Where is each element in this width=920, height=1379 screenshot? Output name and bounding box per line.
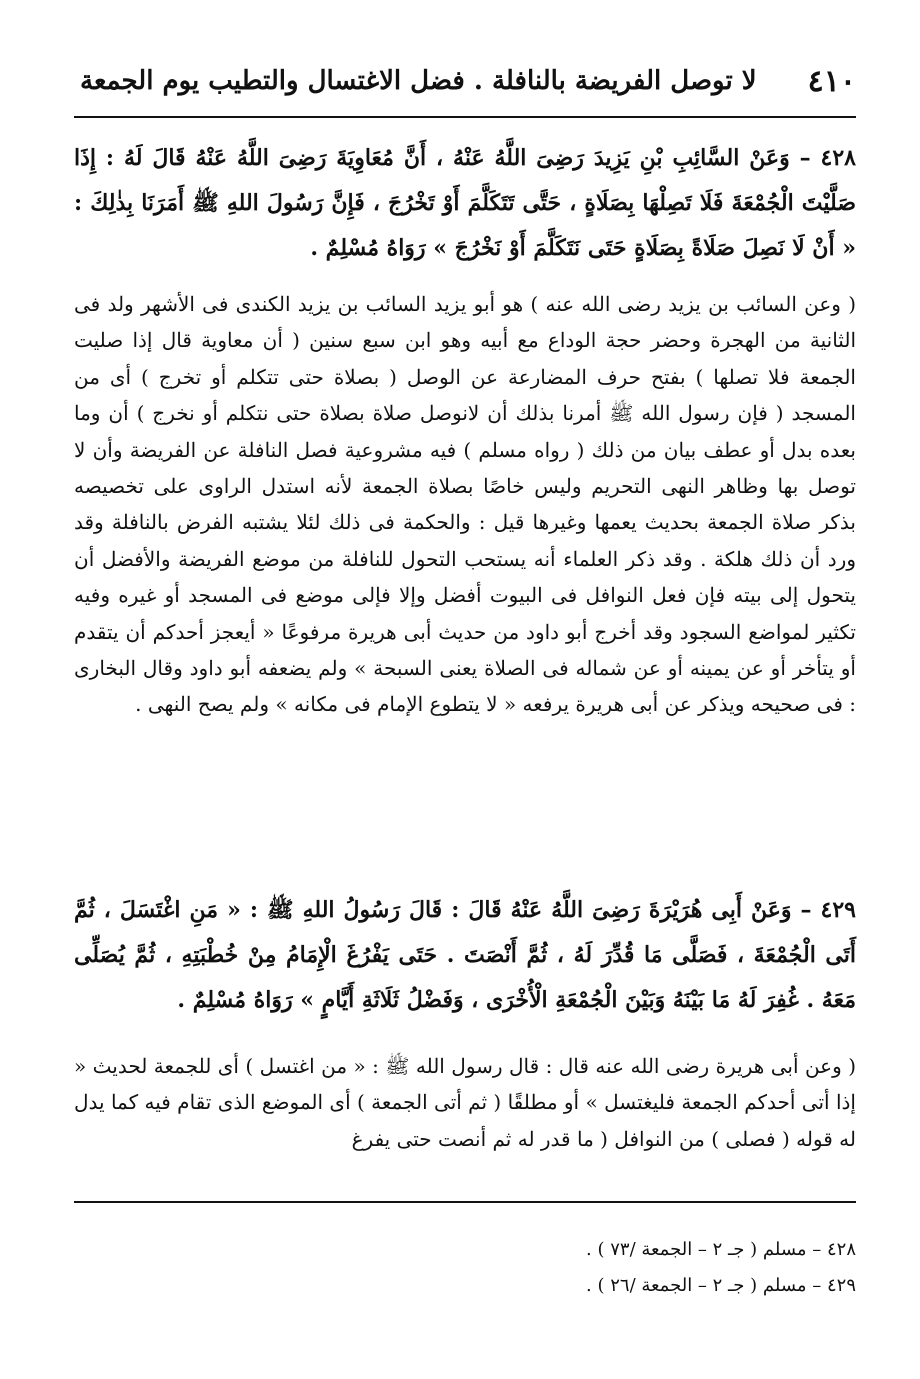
hadith-429-text: ٤٢٩ – وَعَنْ أَبِى هُرَيْرَةَ رَضِىَ اللَّهُ عَنْهُ قَالَ : قَالَ رَسُولُ اللهِ ﷺ : « مَنِ اغْتَسَلَ ، ثُمَّ أَتَى الْجُمْعَةَ ، فَصَلَّى مَا قُدِّرَ لَهُ ، ثُمَّ أَنْصَتَ . حَتَى يَفْرُغَ الْإِمَامُ مِنْ خُطْبَتِهِ ، ثُمَّ يُصَلِّى مَعَهُ . غُفِرَ لَهُ مَا بَيْنَهُ وَبَيْنَ الْجُمْعَةِ الْأُخْرَى ، وَفَضْلُ ثَلَاثَةِ أَيَّامٍ » رَوَاهُ مُسْلِمٌ . xyxy=(74,897,856,1013)
page-number: ٤١٠ xyxy=(807,63,856,99)
footnote-428: ٤٢٨ – مسلم ( جـ ٢ – الجمعة /٧٣ ) . xyxy=(586,1239,856,1260)
commentary-429-text: ( وعن أبى هريرة رضى الله عنه قال : قال رسول الله ﷺ : « من اغتسل ) أى للجمعة لحديث « إذا أتى أحدكم الجمعة فليغتسل » أو مطلقًا ( ثم أتى الجمعة ) أى الموضع الذى تقام فيه كما يدل له قوله ( فصلى ) من النوافل ( ما قدر له ثم أنصت حتى يفرغ xyxy=(74,1054,856,1151)
footnote-divider xyxy=(74,1201,856,1203)
hadith-428-text: ٤٢٨ – وَعَنْ السَّائِبِ بْنِ يَزِيدَ رَضِىَ اللَّهُ عَنْهُ ، أَنَّ مُعَاوِيَةَ رَضِىَ اللَّهُ عَنْهُ قَالَ لَهُ : إِذَا صَلَّيْتَ الْجُمْعَةَ فَلَا تَصِلْهَا بِصَلَاةٍ ، حَتَّى تَتَكَلَّمَ أَوْ تَخْرُجَ ، فَإِنَّ رَسُولَ اللهِ ﷺ أَمَرَنَا بِذٰلِكَ : « أَنْ لَا نَصِلَ صَلَاةً بِصَلَاةٍ حَتَى نَتَكَلَّمَ أَوْ نَخْرُجَ » رَوَاهُ مُسْلِمٌ . xyxy=(74,145,856,261)
footnotes xyxy=(586,1232,856,1304)
running-title: لا توصل الفريضة بالنافلة . فضل الاغتسال والتطيب يوم الجمعة xyxy=(80,66,757,96)
page-header xyxy=(80,58,856,104)
header-divider xyxy=(74,116,856,118)
commentary-428-text: ( وعن السائب بن يزيد رضى الله عنه ) هو أبو يزيد السائب بن يزيد الكندى فى الأشهر ولد فى الثانية من الهجرة وحضر حجة الوداع مع أبيه وهو ابن سبع سنين ( أن معاوية قال إذا صليت الجمعة فلا تصلها ) بفتح حرف المضارعة عن الوصل ( بصلاة حتى تتكلم أو تخرج ) أى من المسجد ( فإن رسول الله ﷺ أمرنا بذلك أن لانوصل صلاة بصلاة حتى نتكلم أو نخرج ) أن وما بعده بدل أو عطف بيان من ذلك ( رواه مسلم ) فيه مشروعية فصل النافلة عن الفريضة وأن لا توصل بها وظاهر النهى التحريم وليس خاصًا بصلاة الجمعة لأنه استدل الراوى على تخصيصه بذكر صلاة الجمعة بحديث يعمها وغيرها قيل : والحكمة فى ذلك لئلا يشتبه الفرض بالنافلة وقد ورد أن ذلك هلكة . وقد ذكر العلماء أنه يستحب التحول للنافلة من موضع الفريضة والأفضل أن يتحول إلى بيته فإن فعل النوافل فى البيوت أفضل وإلا فإلى موضع فى المسجد أو غيره وفيه تكثير لمواضع السجود وقد أخرج أبو داود من حديث أبى هريرة مرفوعًا « أيعجز أحدكم أن يتقدم أو يتأخر أو عن يمينه أو عن شماله فى الصلاة يعنى السبحة » ولم يضعفه أبو داود وقال البخارى : فى صحيحه ويذكر عن أبى هريرة يرفعه « لا يتطوع الإمام فى مكانه » ولم يصح النهى . xyxy=(74,292,856,717)
footnote-429: ٤٢٩ – مسلم ( جـ ٢ – الجمعة /٢٦ ) . xyxy=(586,1275,856,1296)
